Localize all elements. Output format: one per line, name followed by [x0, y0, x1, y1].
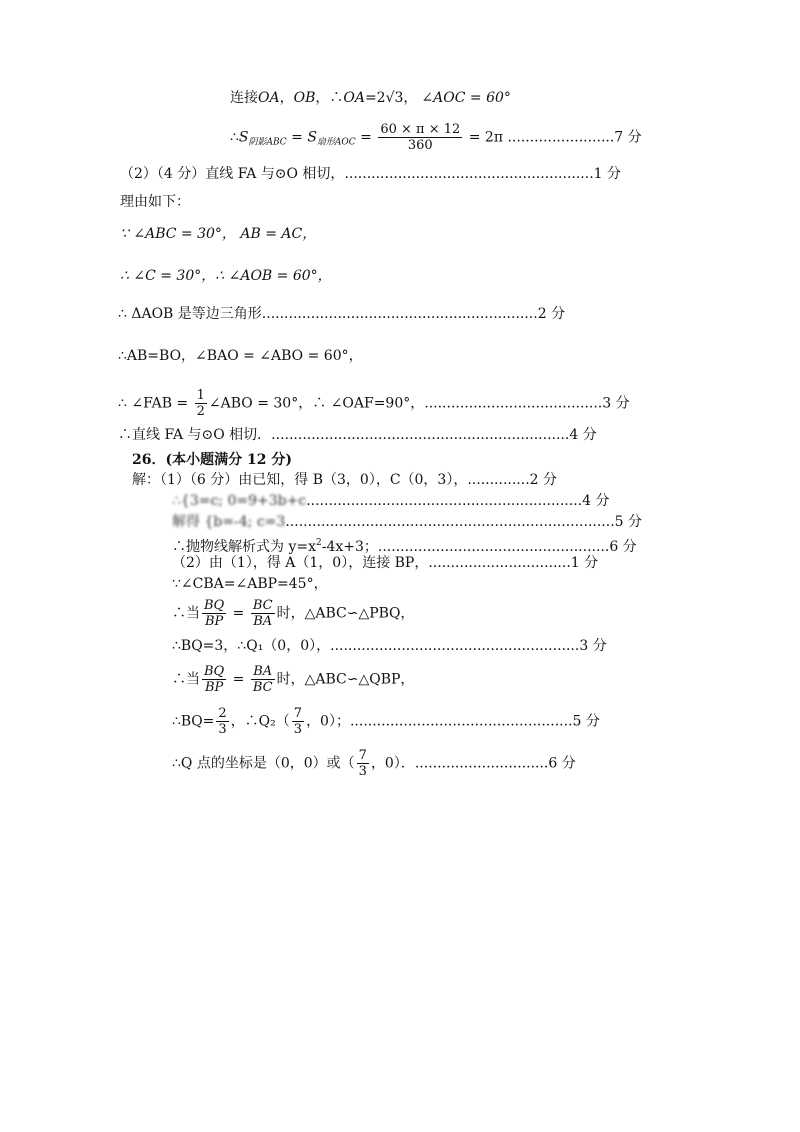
line-solution-part1: 解：（1）（6 分）由已知，得 B（3，0），C（0，3），..............2 分 — [132, 472, 558, 488]
ratio-bq-bp: $\frac{BQ}{BP}$ — [204, 598, 225, 629]
line-connect-oa-ob: 连接OA，OB，∴OA=2√3， ∠AOC = 60° — [230, 90, 511, 106]
line-q-coordinates: ∴Q 点的坐标是（0，0）或（ $\frac{7}{3}$ ，0）．..............................6 分 — [172, 748, 576, 779]
ratio-bc-ba: $\frac{BC}{BA}$ — [252, 598, 273, 629]
line-angle-fab: ∴ ∠FAB = $\frac{1}{2}$ ∠ABO = 30°，∴ ∠OAF=90°，........................................3 分 — [118, 388, 630, 419]
line-equilateral: ∴ ΔAOB 是等边三角形..............................................................2 分 — [118, 306, 566, 322]
line-ratio-case2: ∴当 $\frac{BQ}{BP}$ = $\frac{BA}{BC}$ 时，△ABC∽△QBP， — [172, 664, 415, 695]
fraction-seven-thirds: $\frac{7}{3}$ — [293, 706, 303, 737]
line-equation-system: ∴{3=c; 0=9+3b+c..............................................................4 分 — [172, 493, 610, 509]
line-q2: ∴BQ= $\frac{2}{3}$ ，∴Q₂（ $\frac{7}{3}$ ，0）；..................................................5 分 — [172, 706, 600, 737]
question-26-heading: 26．(本小题满分 12 分) — [132, 452, 292, 468]
line-conclusion-tangent: ∴直线 FA 与⊙O 相切．...................................................................4 分 — [118, 427, 597, 443]
ratio-bq-bp-2: $\frac{BQ}{BP}$ — [204, 664, 225, 695]
line-q1: ∴BQ=3，∴Q₁（0，0），........................................................3 分 — [172, 638, 607, 654]
line-reason: 理由如下： — [120, 194, 190, 210]
line-solve-result: 解得 {b=-4; c=3..........................................................................5 分 — [172, 514, 643, 530]
fraction-two-thirds: $\frac{2}{3}$ — [218, 706, 227, 737]
fraction-seven-thirds-final: $\frac{7}{3}$ — [358, 748, 367, 779]
line-part2-point-a: （2）由（1），得 A（1，0），连接 BP，................................1 分 — [172, 555, 599, 571]
ratio-ba-bc: $\frac{BA}{BC}$ — [252, 664, 273, 695]
line-shaded-area: $\therefore S_{阴影ABC} = S_{扇形AOC}$ = $\frac{60 \times \pi \times 12}{360}$ = 2π ........................7 分 — [230, 122, 642, 153]
line-part2-tangent: （2）（4 分）直线 FA 与⊙O 相切，........................................................1 分 — [120, 166, 622, 182]
sector-fraction: $\frac{60 \times \pi \times 12}{360}$ — [380, 122, 461, 153]
line-ab-bo: ∴AB=BO，∠BAO = ∠ABO = 60°， — [118, 348, 363, 364]
half-fraction: $\frac{1}{2}$ — [196, 388, 205, 419]
line-angle-c: ∴ ∠C = 30°，∴ ∠AOB = 60°， — [120, 268, 332, 284]
line-parabola-expression: ∴抛物线解析式为 $y=x^2-4x+3$；....................................................6 分 — [172, 538, 637, 555]
line-angle-cba: ∵∠CBA=∠ABP=45°， — [172, 576, 328, 592]
line-given-angle: ∵ ∠ABC = 30°， AB = AC， — [120, 226, 317, 242]
line-ratio-case1: ∴当 $\frac{BQ}{BP}$ = $\frac{BC}{BA}$ 时，△ABC∽△PBQ， — [172, 598, 415, 629]
